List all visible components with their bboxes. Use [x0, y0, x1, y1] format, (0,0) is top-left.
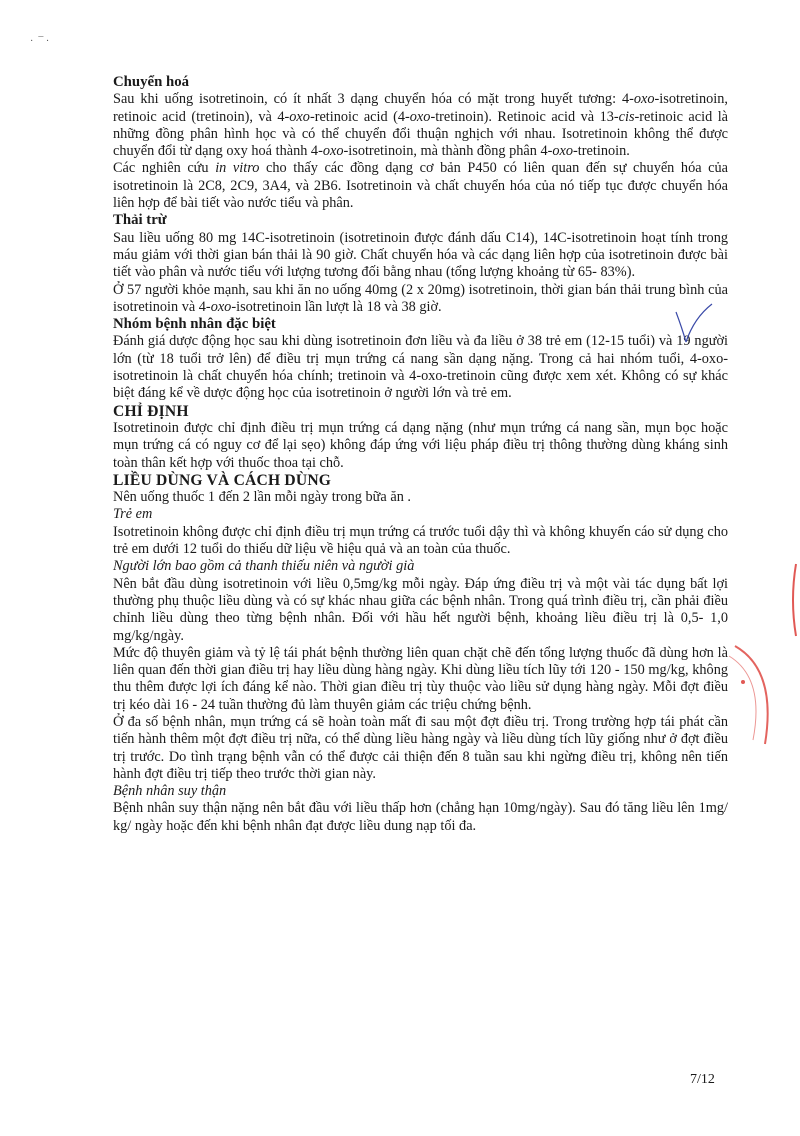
text-run: -isotretinoin lần lượt là 18 và 38 giờ. [231, 298, 442, 315]
pen-check-mark [668, 298, 718, 348]
heading-lieu-dung: LIỀU DÙNG VÀ CÁCH DÙNG [113, 471, 332, 489]
italic-term: oxo [633, 91, 655, 108]
paragraph-suy-than: Bệnh nhân suy thận nặng nên bắt đầu với liều thấp hơn (chẳng hạn 10mg/ngày). Sau đó tăng liều lên 1mg/ kg/ ngày hoặc đến khi bệnh nhân đạt được liều dung nạp tối đa. [113, 800, 728, 834]
italic-term: in vitro [215, 160, 260, 177]
italic-term: cis [618, 108, 635, 125]
heading-chi-dinh: CHỈ ĐỊNH [113, 402, 189, 420]
paragraph-tre-em: Isotretinoin không được chỉ định điều trị mụn trứng cá trước tuổi dậy thì và không khuyến cáo sử dụng cho trẻ em dưới 12 tuổi do thiếu dữ liệu về hiệu quả và an toàn của thuốc. [113, 523, 728, 558]
section-thai-tru [113, 230, 728, 316]
paragraph-nguoi-lon-1: Nên bắt đầu dùng isotretinoin với liều 0,5mg/kg mỗi ngày. Đáp ứng điều trị và một vài tác dụng bất lợi thường phụ thuộc liều dùng và có sự khác nhau giữa các bệnh nhân. Trong quá trình điều trị, cần phải điều chỉnh liều dùng theo từng bệnh nhân. Đối với hầu hết người bệnh, khoảng liều điều trị là 0,5- 1,0 mg/kg/ngày. [113, 575, 728, 644]
italic-term: oxo [289, 108, 310, 125]
text-run: -retinoic acid (4- [309, 108, 410, 125]
section-nhom-benh-nhan [113, 333, 728, 402]
italic-term: oxo [210, 298, 232, 315]
text-run: -retinoic acid là những đồng phân hình học và có thể chuyển đổi thuận nghịch với nhau. Isotretinoin không thể được chuyển đổi từ dạng oxy hoá thành 4- [113, 108, 729, 160]
heading-thai-tru: Thải trừ [113, 212, 167, 229]
text-run: cho thấy các đồng dạng cơ bản P450 có liên quan đến sự chuyển hóa của isotretinoin là 2C8, 2C9, 3A4, và 2B6. Isotretinoin và chất chuyển hóa của nó tiếp tục được chuyển hóa liên hợp để bài tiết vào nước tiểu và phân. [113, 160, 729, 212]
subheading-suy-than: Bệnh nhân suy thận [113, 783, 227, 800]
document-page [113, 74, 728, 835]
scan-artifact-marks: · ¯ · [30, 36, 50, 47]
subheading-tre-em: Trẻ em [113, 506, 153, 523]
text-run: -isotretinoin, mà thành đồng phân 4- [343, 143, 553, 160]
heading-chuyen-hoa: Chuyển hoá [113, 74, 190, 90]
section-chuyen-hoa [113, 91, 728, 212]
italic-term: oxo [552, 143, 574, 160]
text-run: -isotretinoin, retinoic acid (tretinoin), và 4- [113, 91, 728, 125]
text-run: Sau liều uống 80 mg 14C-isotretinoin (isotretinoin được đánh dấu C14), 14C-isotretinoin hoạt tính trong máu giảm với thời gian bán thải là 90 giờ. Chất chuyển hóa và các dạng liên hợp của isotretinoin được bài tiết vào phân và nước tiểu với lượng tương đối bằng nhau (tổng lượng khoảng từ 65- 83%). [113, 229, 728, 281]
paragraph [113, 160, 728, 212]
paragraph-chi-dinh: Isotretinoin được chỉ định điều trị mụn trứng cá dạng nặng (như mụn trứng cá nang sần, mụn bọc hoặc mụn trứng cá có nguy cơ để lại sẹo) không đáp ứng với liệu pháp điều trị thông thường dùng kháng sinh toàn thân kết hợp với thuốc thoa tại chỗ. [113, 419, 728, 471]
text-run: Ở 57 người khỏe mạnh, sau khi ăn no uống 40mg (2 x 20mg) isotretinoin, thời gian bán thải trung bình của isotretinoin và 4- [113, 281, 728, 315]
paragraph-lieu-dung: Nên uống thuốc 1 đến 2 lần mỗi ngày trong bữa ăn . [113, 489, 411, 506]
red-edge-mark [786, 560, 800, 640]
text-run: Đánh giá dược động học sau khi dùng isotretinoin đơn liều và đa liều ở 38 trẻ em (12-15 tuổi) và 19 người lớn (từ 18 tuổi trở lên) để điều trị mụn trứng cá nang sần dạng nặng. Trong cả hai nhóm tuổi, 4-oxo-isotretinoin là chất chuyển hóa chính; tretinoin và 4-oxo-tretinoin cũng được xem xét. Không có sự khác biệt đáng kể về dược động học của isotretinoin ở người lớn và trẻ em. [113, 333, 728, 402]
red-stamp-fragment [725, 640, 785, 750]
text-run: -tretinoin. [573, 143, 630, 160]
paragraph [113, 333, 728, 402]
paragraph [113, 282, 728, 317]
italic-term: oxo [409, 108, 431, 125]
italic-term: oxo [322, 143, 344, 160]
paragraph-nguoi-lon-3: Ở đa số bệnh nhân, mụn trứng cá sẽ hoàn toàn mất đi sau một đợt điều trị. Trong trường hợp tái phát cần tiến hành thêm một đợt điều trị nữa, có thể dùng liều hàng ngày và liều dùng tích lũy giống như ở đợt điều trị trước. Do tình trạng bệnh vẫn có thể được cải thiện đến 8 tuần sau khi ngừng điều trị, không nên tiến hành đợt điều trị tiếp theo trước thời gian này. [113, 713, 728, 782]
text-run: -tretinoin). Retinoic acid và 13- [430, 108, 619, 125]
subheading-nguoi-lon: Người lớn bao gồm cả thanh thiếu niên và người già [113, 558, 415, 575]
paragraph-nguoi-lon-2: Mức độ thuyên giảm và tỷ lệ tái phát bệnh thường liên quan chặt chẽ đến tổng lượng thuốc đã dùng hơn là liên quan đến thời gian điều trị hay liều dùng hàng ngày. Khi dùng liều tích lũy tới 120 - 150 mg/kg, không thu thêm được lợi ích đáng kể nào. Thời gian điều trị tùy thuộc vào liều sử dụng hàng ngày. Mỗi đợt điều trị kéo dài 16 - 24 tuần thường đủ làm thuyên giảm các triệu chứng bệnh. [113, 644, 728, 713]
heading-nhom-benh-nhan: Nhóm bệnh nhân đặc biệt [113, 316, 276, 333]
page-number: 7/12 [690, 1072, 715, 1087]
paragraph [113, 91, 728, 160]
paragraph [113, 230, 728, 282]
text-run: Sau khi uống isotretinoin, có ít nhất 3 dạng chuyển hóa có mặt trong huyết tương: 4- [113, 91, 634, 108]
text-run: Các nghiên cứu [113, 160, 216, 177]
